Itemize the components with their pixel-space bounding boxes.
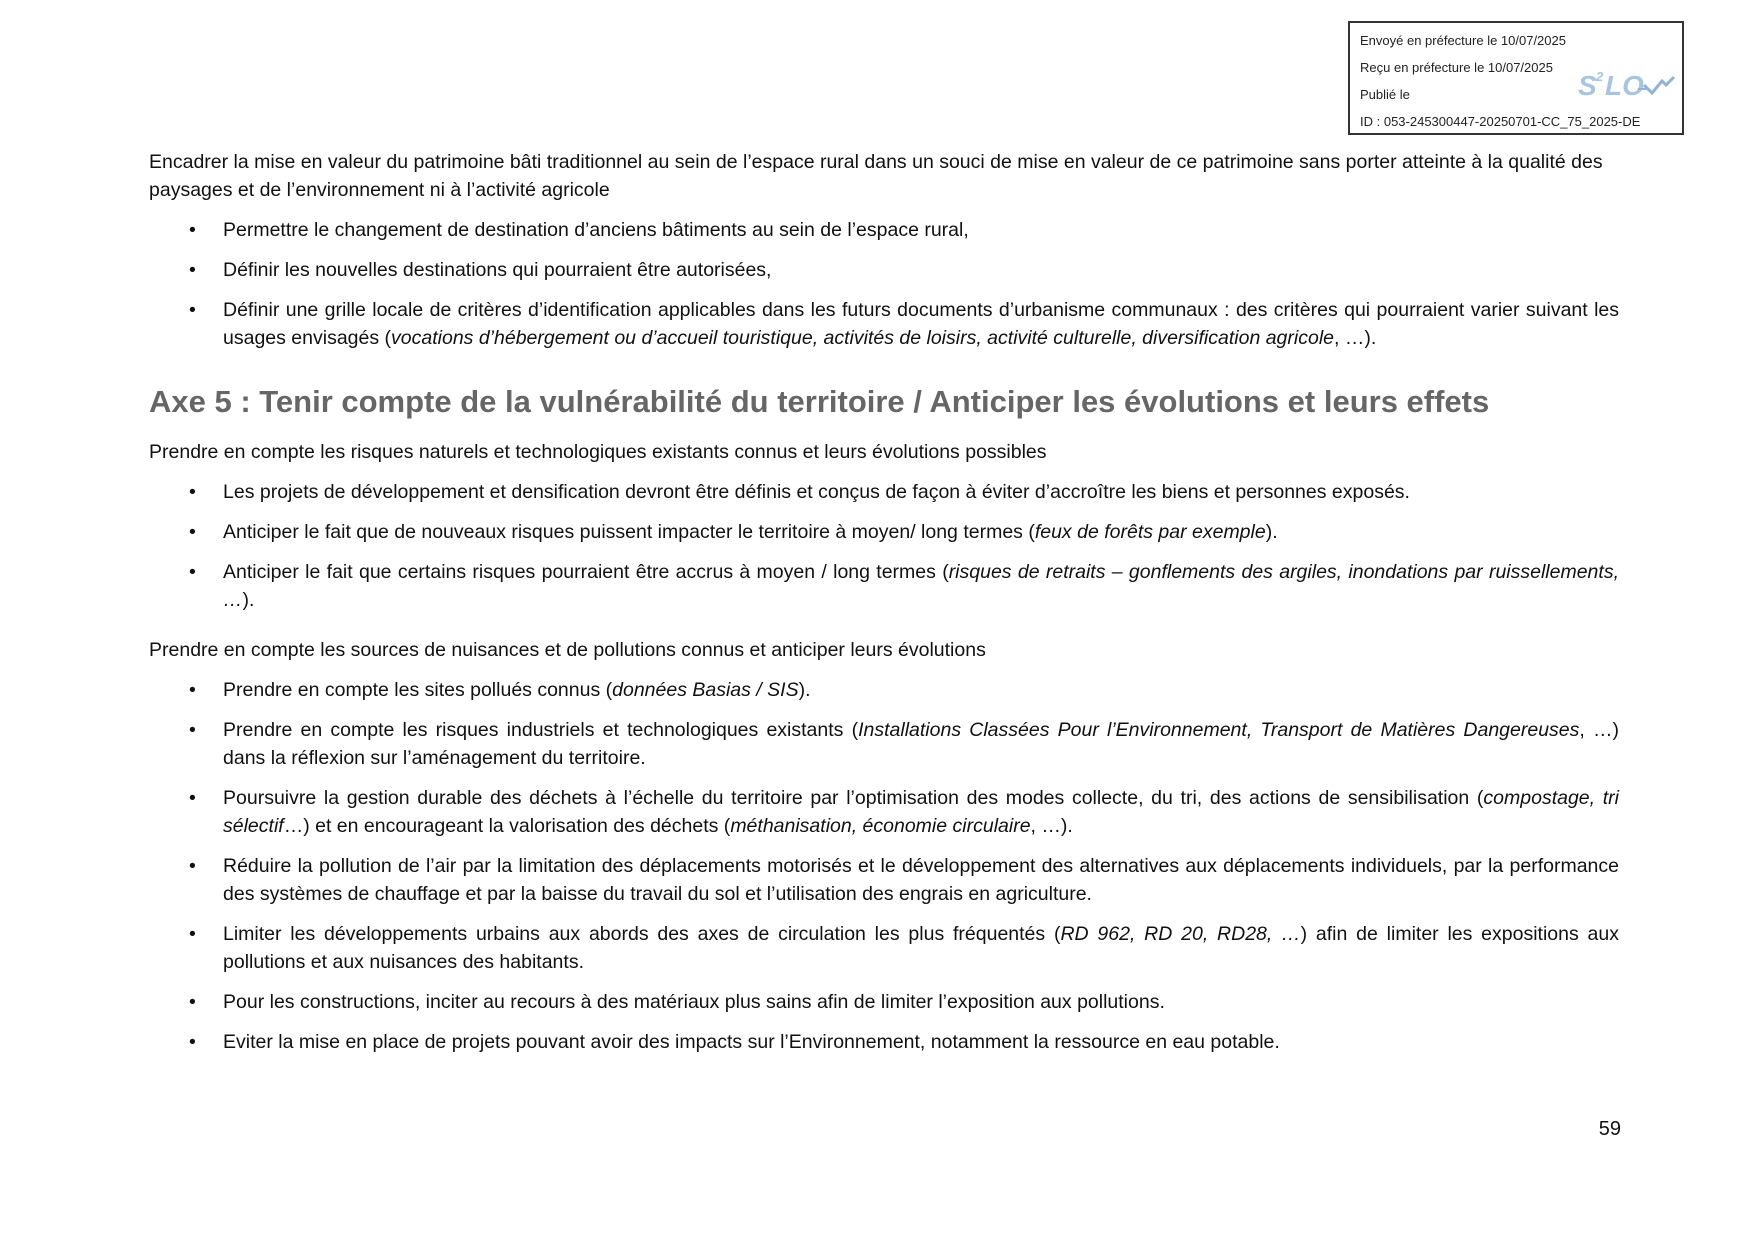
stamp-id: ID : 053-245300447-20250701-CC_75_2025-DE <box>1360 114 1641 129</box>
list-item: • Anticiper le fait que de nouveaux risques puissent impacter le territoire à moyen/ long termes (feux de forêts par exemple). <box>149 518 1619 546</box>
list-item: • Permettre le changement de destination d’anciens bâtiments au sein de l’espace rural, <box>149 216 1619 244</box>
section2-list <box>149 676 1619 1056</box>
bullet-icon: • <box>189 855 196 877</box>
bullet-icon: • <box>189 923 196 945</box>
list-item: • Les projets de développement et densification devront être définis et conçus de façon à éviter d’accroître les biens et personnes exposés. <box>149 478 1619 506</box>
bullet-icon: • <box>189 719 196 741</box>
bullet-icon: • <box>189 219 196 241</box>
bullet-icon: • <box>189 299 196 321</box>
document-body <box>149 148 1619 1068</box>
section1-list <box>149 478 1619 614</box>
list-item: • Poursuivre la gestion durable des déchets à l’échelle du territoire par l’optimisation des modes collecte, du tri, des actions de sensibilisation (compostage, tri sélectif…) et en encourageant la valorisation des déchets (méthanisation, économie circulaire, …). <box>149 784 1619 840</box>
bullet-icon: • <box>189 679 196 701</box>
section1-heading: Prendre en compte les risques naturels et technologiques existants connus et leurs évolutions possibles <box>149 441 1047 463</box>
list-item: • Réduire la pollution de l’air par la limitation des déplacements motorisés et le développement des alternatives aux déplacements individuels, par la performance des systèmes de chauffage et par la baisse du travail du sol et l’utilisation des engrais en agriculture. <box>149 852 1619 908</box>
bullet-icon: • <box>189 561 196 583</box>
page-number: 59 <box>1598 1118 1621 1140</box>
list-item: • Eviter la mise en place de projets pouvant avoir des impacts sur l’Environnement, notamment la ressource en eau potable. <box>149 1028 1619 1056</box>
bullet-icon: • <box>189 259 196 281</box>
svg-text:S: S <box>1578 70 1597 101</box>
list-item: • Anticiper le fait que certains risques pourraient être accrus à moyen / long termes (risques de retraits – gonflements des argiles, inondations par ruissellements, …). <box>149 558 1619 614</box>
section2-heading: Prendre en compte les sources de nuisances et de pollutions connus et anticiper leurs évolutions <box>149 639 986 661</box>
stamp-published: Publié le <box>1360 87 1410 102</box>
axe-5-title: Axe 5 : Tenir compte de la vulnérabilité du territoire / Anticiper les évolutions et leurs effets <box>149 384 1490 419</box>
s2lo-logo-icon <box>1578 65 1678 105</box>
svg-text:LO: LO <box>1605 70 1644 101</box>
stamp-received: Reçu en préfecture le 10/07/2025 <box>1360 60 1553 75</box>
svg-text:2: 2 <box>1596 69 1604 84</box>
bullet-icon: • <box>189 787 196 809</box>
bullet-icon: • <box>189 521 196 543</box>
list-item: • Pour les constructions, inciter au recours à des matériaux plus sains afin de limiter l’exposition aux pollutions. <box>149 988 1619 1016</box>
bullet-icon: • <box>189 1031 196 1053</box>
list-item: • Prendre en compte les risques industriels et technologiques existants (Installations Classées Pour l’Environnement, Transport de Matières Dangereuses, …) dans la réflexion sur l’aménagement du territoire. <box>149 716 1619 772</box>
intro-list <box>149 216 1619 352</box>
list-item: • Définir les nouvelles destinations qui pourraient être autorisées, <box>149 256 1619 284</box>
list-item: • Prendre en compte les sites pollués connus (données Basias / SIS). <box>149 676 1619 704</box>
stamp-sent: Envoyé en préfecture le 10/07/2025 <box>1360 33 1566 48</box>
prefecture-stamp <box>1348 21 1684 135</box>
intro-paragraph: Encadrer la mise en valeur du patrimoine bâti traditionnel au sein de l’espace rural dans un souci de mise en valeur de ce patrimoine sans porter atteinte à la qualité des paysages et de l’environnement ni à l’activité agricole <box>149 151 1603 201</box>
list-item: • Définir une grille locale de critères d’identification applicables dans les futurs documents d’urbanisme communaux : des critères qui pourraient varier suivant les usages envisagés (vocations d’hébergement ou d’accueil touristique, activités de loisirs, activité culturelle, diversification agricole, …). <box>149 296 1619 352</box>
bullet-icon: • <box>189 481 196 503</box>
bullet-icon: • <box>189 991 196 1013</box>
list-item: • Limiter les développements urbains aux abords des axes de circulation les plus fréquentés (RD 962, RD 20, RD28, …) afin de limiter les expositions aux pollutions et aux nuisances des habitants. <box>149 920 1619 976</box>
